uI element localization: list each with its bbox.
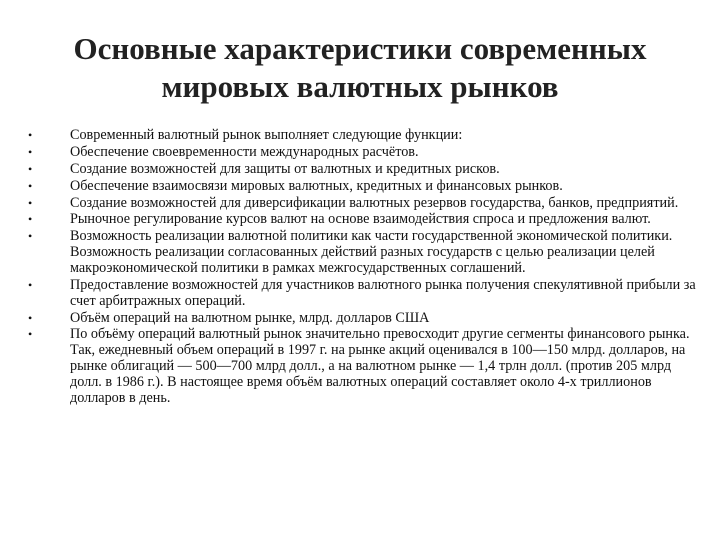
slide-title-line-2: мировых валютных рынков bbox=[161, 69, 559, 104]
list-item bbox=[28, 311, 698, 327]
list-item-text: Предоставление возможностей для участников валютного рынка получения спекулятивной прибыли за счет арбитражных операций. bbox=[70, 276, 696, 309]
bullet-list bbox=[28, 128, 698, 407]
list-item-text: Возможность реализации валютной политики как части государственной экономической политики. Возможность реализации согласованных действий разных государств с целью реализации целей макроэкономической политики в рамках межгосударственных соглашений. bbox=[70, 228, 673, 276]
list-item bbox=[28, 327, 698, 406]
list-item bbox=[28, 278, 698, 310]
list-item-text: По объёму операций валютный рынок значительно превосходит другие сегменты финансового рынка. Так, ежедневный объем операций в 1997 г. на рынке акций оценивался в 100—150 млрд. долларов, на рынке облигаций — 500—700 млрд долл., а на валютном рынке — 1,4 трлн долл. (против 205 млрд долл. в 1986 г.). В настоящее время объём валютных операций составляет около 4-х триллионов долларов в день. bbox=[70, 326, 690, 406]
bullet-icon: • bbox=[28, 327, 33, 342]
list-item-text: Рыночное регулирование курсов валют на основе взаимодействия спроса и предложения валют. bbox=[70, 211, 651, 228]
list-item-text: Объём операций на валютном рынке, млрд. долларов США bbox=[70, 309, 430, 326]
list-item-text: Обеспечение своевременности международных расчётов. bbox=[70, 143, 419, 160]
list-item-text: Обеспечение взаимосвязи мировых валютных, кредитных и финансовых рынков. bbox=[70, 177, 563, 194]
list-item-text: Создание возможностей для защиты от валютных и кредитных рисков. bbox=[70, 160, 500, 177]
bullet-icon: • bbox=[28, 195, 33, 210]
list-item bbox=[28, 145, 698, 161]
slide-title bbox=[40, 30, 680, 106]
bullet-icon: • bbox=[28, 178, 33, 193]
list-item-text: Создание возможностей для диверсификации валютных резервов государства, банков, предприятий. bbox=[70, 194, 679, 211]
list-item bbox=[28, 229, 698, 276]
list-item bbox=[28, 212, 698, 228]
slide-title-line-1: Основные характеристики современных bbox=[73, 31, 647, 66]
list-item-text: Современный валютный рынок выполняет следующие функции: bbox=[70, 127, 463, 143]
list-item bbox=[28, 162, 698, 178]
bullet-icon: • bbox=[28, 161, 33, 176]
bullet-icon: • bbox=[28, 212, 33, 227]
bullet-icon: • bbox=[28, 310, 33, 325]
list-item bbox=[28, 179, 698, 195]
bullet-icon: • bbox=[28, 277, 33, 292]
list-item bbox=[28, 196, 698, 212]
list-item bbox=[28, 128, 698, 144]
bullet-icon: • bbox=[28, 128, 33, 142]
bullet-icon: • bbox=[28, 229, 33, 244]
bullet-icon: • bbox=[28, 144, 33, 159]
